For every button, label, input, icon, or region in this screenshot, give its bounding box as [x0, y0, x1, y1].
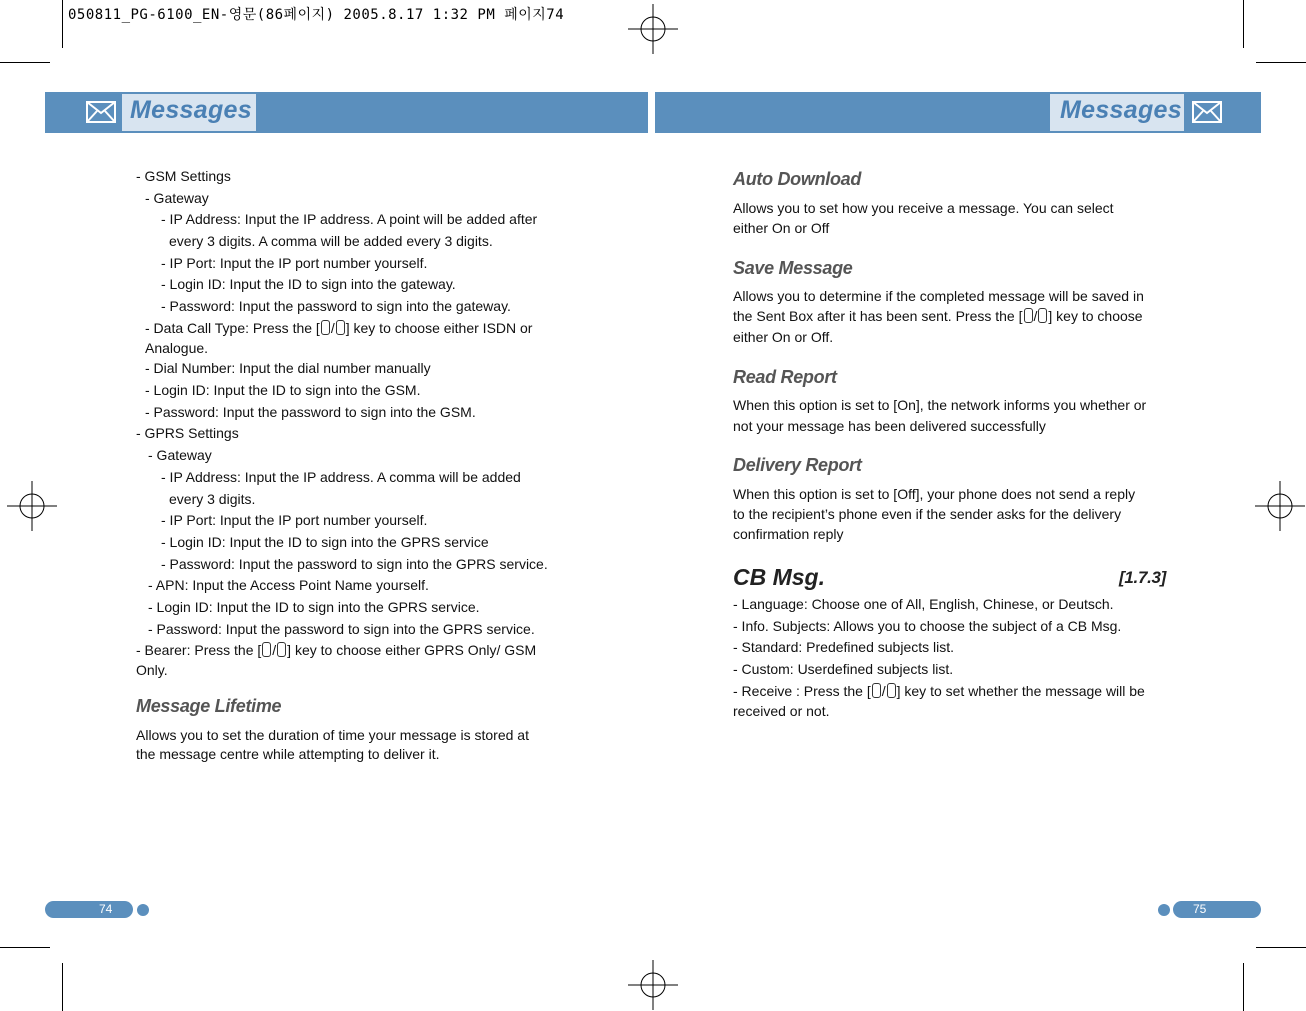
paragraph-line: When this option is set to [On], the network informs you whether or [733, 397, 1147, 413]
envelope-icon [1192, 101, 1222, 123]
paragraph-line: to the recipient’s phone even if the sender asks for the delivery [733, 506, 1122, 522]
text-fragment: / [272, 642, 277, 658]
menu-code: [1.7.3] [1119, 568, 1167, 587]
list-item: - Gateway [148, 447, 212, 463]
text-fragment: / [1033, 308, 1038, 324]
list-item: - Password: Input the password to sign into the gateway. [161, 298, 511, 314]
paragraph-line [733, 308, 1143, 325]
list-item: - IP Port: Input the IP port number yourself. [161, 512, 428, 528]
navigation-key-icon [887, 683, 896, 698]
paragraph-line: confirmation reply [733, 526, 844, 542]
list-item: Analogue. [145, 340, 209, 356]
text-fragment: the Sent Box after it has been sent. Press the [ [733, 308, 1023, 324]
list-item [733, 683, 1145, 700]
crop-mark [62, 963, 63, 1011]
paragraph-line: either On or Off [733, 220, 830, 236]
text-fragment: ] key to choose either GPRS Only/ GSM [287, 642, 537, 658]
envelope-icon [86, 101, 116, 123]
list-item: - Login ID: Input the ID to sign into the gateway. [161, 276, 456, 292]
paragraph-line: Allows you to set the duration of time your message is stored at [136, 727, 529, 743]
list-item: - Login ID: Input the ID to sign into the GPRS service [161, 534, 489, 550]
list-item: - Login ID: Input the ID to sign into the GSM. [145, 382, 421, 398]
list-item: - GPRS Settings [136, 425, 239, 441]
paragraph-line: either On or Off. [733, 329, 834, 345]
list-item: - Login ID: Input the ID to sign into the GPRS service. [148, 599, 480, 615]
list-item: - IP Address: Input the IP address. A comma will be added [161, 469, 521, 485]
page-dot [137, 904, 149, 916]
list-item: every 3 digits. A comma will be added every 3 digits. [169, 233, 493, 249]
crop-mark [1256, 947, 1306, 948]
left-page-number-pill [45, 901, 133, 918]
list-item: - Custom: Userdefined subjects list. [733, 661, 954, 677]
paragraph-line: Allows you to set how you receive a message. You can select [733, 200, 1114, 216]
text-fragment: / [881, 683, 886, 699]
text-fragment: ] key to choose [1048, 308, 1143, 324]
right-page-number-pill [1173, 901, 1261, 918]
crop-mark [1243, 963, 1244, 1011]
left-page-title: Messages [130, 96, 252, 124]
left-page-number: 74 [99, 902, 113, 916]
navigation-key-icon [336, 320, 345, 335]
crop-mark [0, 62, 50, 63]
list-item: - Standard: Predefined subjects list. [733, 639, 955, 655]
right-page-number: 75 [1193, 902, 1207, 916]
list-item: - IP Port: Input the IP port number yourself. [161, 255, 428, 271]
list-item: - Password: Input the password to sign into the GSM. [145, 404, 476, 420]
list-item: - Info. Subjects: Allows you to choose the subject of a CB Msg. [733, 618, 1122, 634]
list-item: - Gateway [145, 190, 209, 206]
crop-mark [1243, 0, 1244, 48]
list-item: - Password: Input the password to sign into the GPRS service. [148, 621, 535, 637]
section-heading: Read Report [733, 367, 837, 387]
navigation-key-icon [872, 683, 881, 698]
section-heading: Save Message [733, 258, 853, 278]
navigation-key-icon [262, 642, 271, 657]
text-fragment: ] key to set whether the message will be [896, 683, 1145, 699]
list-item: - GSM Settings [136, 168, 231, 184]
registration-mark-icon [628, 960, 678, 1010]
printer-slug: 050811_PG-6100_EN-영문(86페이지) 2005.8.17 1:32 PM 페이지74 [68, 7, 565, 23]
text-fragment: - Data Call Type: Press the [ [145, 320, 320, 336]
list-item [145, 320, 532, 337]
list-item: - Password: Input the password to sign into the GPRS service. [161, 556, 548, 572]
list-item: - Dial Number: Input the dial number manually [145, 360, 431, 376]
registration-mark-icon [7, 481, 57, 531]
paragraph-line: not your message has been delivered successfully [733, 418, 1046, 434]
list-item [136, 642, 536, 659]
text-fragment: ] key to choose either ISDN or [345, 320, 533, 336]
list-item: received or not. [733, 703, 830, 719]
navigation-key-icon [1038, 308, 1047, 323]
text-fragment: - Bearer: Press the [ [136, 642, 262, 658]
section-heading: Delivery Report [733, 455, 862, 475]
paragraph-line: When this option is set to [Off], your phone does not send a reply [733, 486, 1136, 502]
right-page-title: Messages [1060, 96, 1182, 124]
page-dot [1158, 904, 1170, 916]
crop-mark [62, 0, 63, 48]
crop-mark [1256, 62, 1306, 63]
crop-mark [0, 947, 50, 948]
section-heading: Message Lifetime [136, 696, 282, 716]
navigation-key-icon [277, 642, 286, 657]
list-item: Only. [136, 662, 168, 678]
navigation-key-icon [321, 320, 330, 335]
paragraph-line: the message centre while attempting to deliver it. [136, 746, 440, 762]
text-fragment: / [330, 320, 335, 336]
paragraph-line: Allows you to determine if the completed message will be saved in [733, 288, 1144, 304]
list-item: - APN: Input the Access Point Name yourself. [148, 577, 429, 593]
list-item: - IP Address: Input the IP address. A point will be added after [161, 211, 538, 227]
registration-mark-icon [628, 4, 678, 54]
list-item: every 3 digits. [169, 491, 256, 507]
cb-msg-heading: CB Msg. [733, 564, 825, 590]
registration-mark-icon [1255, 481, 1305, 531]
navigation-key-icon [1024, 308, 1033, 323]
text-fragment: - Receive : Press the [ [733, 683, 871, 699]
section-heading: Auto Download [733, 169, 862, 189]
list-item: - Language: Choose one of All, English, Chinese, or Deutsch. [733, 596, 1114, 612]
